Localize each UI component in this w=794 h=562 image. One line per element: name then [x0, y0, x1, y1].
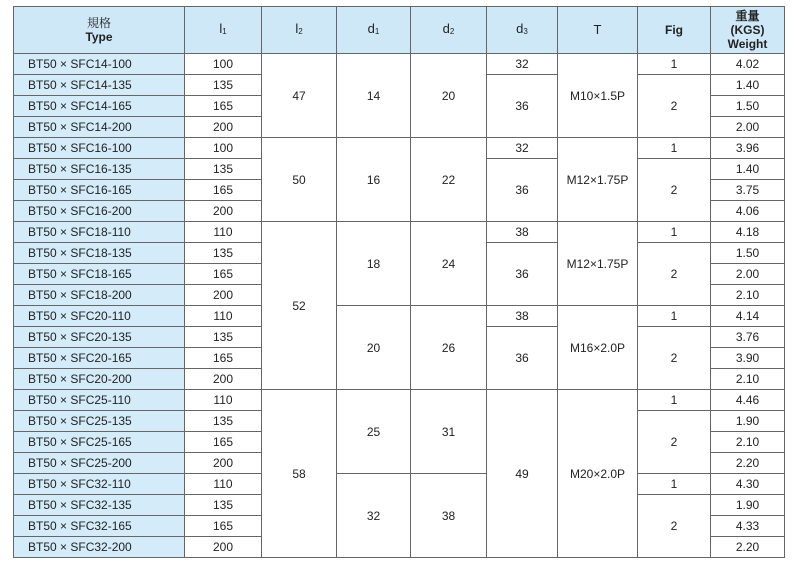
t-cell: M12×1.75P: [558, 138, 638, 222]
table-row: [14, 306, 785, 327]
type-cell: BT50 × SFC20-200: [14, 369, 185, 390]
header-l2: $l_2$: [262, 7, 337, 54]
header-t: T: [558, 7, 638, 54]
d1-cell: 16: [337, 138, 411, 222]
l1-cell: 135: [185, 495, 262, 516]
fig-cell: 1: [638, 390, 711, 411]
header-d1: $d_1$: [337, 7, 411, 54]
l1-cell: 135: [185, 327, 262, 348]
l1-cell: 110: [185, 222, 262, 243]
type-cell: BT50 × SFC32-110: [14, 474, 185, 495]
type-cell: BT50 × SFC25-135: [14, 411, 185, 432]
fig-cell: 1: [638, 474, 711, 495]
weight-cell: 3.76: [711, 327, 785, 348]
header-type-en: Type: [85, 30, 113, 44]
table-row: [14, 390, 785, 411]
t-cell: M20×2.0P: [558, 390, 638, 558]
d3-cell: 49: [487, 390, 558, 558]
t-cell: M10×1.5P: [558, 54, 638, 138]
fig-cell: 2: [638, 75, 711, 138]
table-row: [14, 138, 785, 159]
type-cell: BT50 × SFC18-165: [14, 264, 185, 285]
header-row: [14, 7, 785, 54]
weight-cell: 2.00: [711, 264, 785, 285]
weight-cell: 1.40: [711, 159, 785, 180]
l1-cell: 200: [185, 453, 262, 474]
d3-cell: 32: [487, 138, 558, 159]
weight-cell: 3.96: [711, 138, 785, 159]
weight-cell: 1.90: [711, 411, 785, 432]
type-cell: BT50 × SFC18-135: [14, 243, 185, 264]
d3-cell: 36: [487, 243, 558, 306]
l1-cell: 100: [185, 54, 262, 75]
l2-cell: 52: [262, 222, 337, 390]
d2-cell: 20: [411, 54, 487, 138]
d1-cell: 18: [337, 222, 411, 306]
weight-cell: 2.10: [711, 432, 785, 453]
weight-cell: 2.20: [711, 453, 785, 474]
weight-cell: 1.50: [711, 96, 785, 117]
type-cell: BT50 × SFC16-200: [14, 201, 185, 222]
type-cell: BT50 × SFC25-200: [14, 453, 185, 474]
type-cell: BT50 × SFC14-135: [14, 75, 185, 96]
l1-cell: 165: [185, 432, 262, 453]
l1-cell: 200: [185, 201, 262, 222]
d1-cell: 14: [337, 54, 411, 138]
header-weight-unit: (KGS): [730, 23, 765, 37]
type-cell: BT50 × SFC14-200: [14, 117, 185, 138]
l1-cell: 135: [185, 411, 262, 432]
d3-cell: 38: [487, 222, 558, 243]
header-d2: $d_2$: [411, 7, 487, 54]
table-row: [14, 54, 785, 75]
header-fig: Fig: [638, 7, 711, 54]
d3-cell: 36: [487, 159, 558, 222]
d3-cell: 36: [487, 327, 558, 390]
type-cell: BT50 × SFC18-110: [14, 222, 185, 243]
fig-cell: 2: [638, 495, 711, 558]
weight-cell: 4.46: [711, 390, 785, 411]
weight-cell: 2.10: [711, 285, 785, 306]
type-cell: BT50 × SFC25-110: [14, 390, 185, 411]
header-type-cn: 規格: [86, 16, 111, 30]
d2-cell: 24: [411, 222, 487, 306]
type-cell: BT50 × SFC32-135: [14, 495, 185, 516]
header-weight-en: Weight: [727, 37, 768, 51]
weight-cell: 1.90: [711, 495, 785, 516]
weight-cell: 1.50: [711, 243, 785, 264]
weight-cell: 4.06: [711, 201, 785, 222]
l1-cell: 110: [185, 390, 262, 411]
weight-cell: 3.75: [711, 180, 785, 201]
table-row: [14, 474, 785, 495]
d2-cell: 38: [411, 474, 487, 558]
weight-cell: 4.30: [711, 474, 785, 495]
d2-cell: 22: [411, 138, 487, 222]
fig-cell: 2: [638, 411, 711, 474]
l1-cell: 165: [185, 96, 262, 117]
l1-cell: 165: [185, 264, 262, 285]
l1-cell: 200: [185, 369, 262, 390]
d2-cell: 31: [411, 390, 487, 474]
weight-cell: 1.40: [711, 75, 785, 96]
l1-cell: 165: [185, 180, 262, 201]
l1-cell: 135: [185, 159, 262, 180]
spec-table: [13, 6, 785, 558]
l1-cell: 135: [185, 243, 262, 264]
type-cell: BT50 × SFC32-165: [14, 516, 185, 537]
t-cell: M16×2.0P: [558, 306, 638, 390]
header-weight: [711, 7, 785, 54]
type-cell: BT50 × SFC14-100: [14, 54, 185, 75]
header-d3: $d_3$: [487, 7, 558, 54]
d1-cell: 32: [337, 474, 411, 558]
fig-cell: 2: [638, 159, 711, 222]
weight-cell: 3.90: [711, 348, 785, 369]
table-row: [14, 222, 785, 243]
header-l1: $l_1$: [185, 7, 262, 54]
weight-cell: 4.33: [711, 516, 785, 537]
l1-cell: 200: [185, 285, 262, 306]
d1-cell: 20: [337, 306, 411, 390]
type-cell: BT50 × SFC25-165: [14, 432, 185, 453]
fig-cell: 1: [638, 138, 711, 159]
weight-cell: 2.10: [711, 369, 785, 390]
type-cell: BT50 × SFC20-135: [14, 327, 185, 348]
type-cell: BT50 × SFC20-165: [14, 348, 185, 369]
fig-cell: 2: [638, 243, 711, 306]
l1-cell: 200: [185, 117, 262, 138]
d2-cell: 26: [411, 306, 487, 390]
t-cell: M12×1.75P: [558, 222, 638, 306]
fig-cell: 1: [638, 222, 711, 243]
header-weight-cn: 重量: [735, 9, 760, 23]
d1-cell: 25: [337, 390, 411, 474]
weight-cell: 4.02: [711, 54, 785, 75]
fig-cell: 1: [638, 306, 711, 327]
weight-cell: 2.20: [711, 537, 785, 558]
l1-cell: 200: [185, 537, 262, 558]
l1-cell: 165: [185, 348, 262, 369]
header-type: [14, 7, 185, 54]
d3-cell: 38: [487, 306, 558, 327]
type-cell: BT50 × SFC18-200: [14, 285, 185, 306]
l1-cell: 100: [185, 138, 262, 159]
l2-cell: 50: [262, 138, 337, 222]
l1-cell: 165: [185, 516, 262, 537]
l2-cell: 47: [262, 54, 337, 138]
fig-cell: 1: [638, 54, 711, 75]
weight-cell: 4.14: [711, 306, 785, 327]
type-cell: BT50 × SFC16-100: [14, 138, 185, 159]
type-cell: BT50 × SFC16-165: [14, 180, 185, 201]
fig-cell: 2: [638, 327, 711, 390]
type-cell: BT50 × SFC16-135: [14, 159, 185, 180]
l2-cell: 58: [262, 390, 337, 558]
d3-cell: 32: [487, 54, 558, 75]
l1-cell: 135: [185, 75, 262, 96]
type-cell: BT50 × SFC14-165: [14, 96, 185, 117]
l1-cell: 110: [185, 474, 262, 495]
type-cell: BT50 × SFC20-110: [14, 306, 185, 327]
d3-cell: 36: [487, 75, 558, 138]
type-cell: BT50 × SFC32-200: [14, 537, 185, 558]
weight-cell: 2.00: [711, 117, 785, 138]
l1-cell: 110: [185, 306, 262, 327]
weight-cell: 4.18: [711, 222, 785, 243]
